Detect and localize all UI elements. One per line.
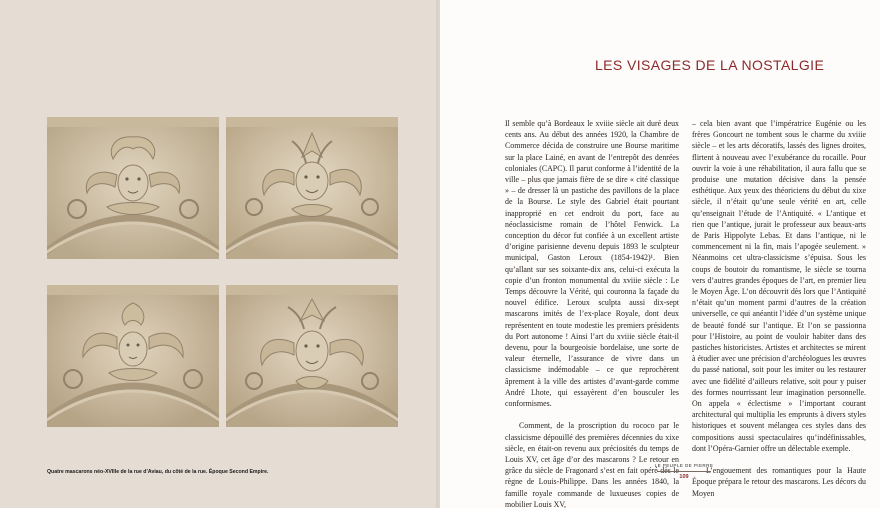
left-page: [0, 0, 440, 508]
mascaron-photo-top-right: [226, 117, 398, 259]
paragraph: Il semble qu’à Bordeaux le xviiie siècle ait duré deux cents ans. Au début des années 1920, la Chambre de Commerce décida de construire une Bourse maritime sur la place Lainé, en avant de l’entrepôt des denrées coloniales (CAPC). Il parut conforme à l’identité de la ville – plus que jamais fière de se dire « cité classique » – de dresser là un pastiche des pavillons de la place de la Bourse. Le style des Gabriel était pourtant inapproprié en cet endroit du port, face au néoclassicisme romain de l’hôtel Fenwick. La conception du décor fut confiée à un excellent artiste d’origine parisienne devenu depuis 1893 le sculpteur municipal, Gaston Leroux (1854-1942)¹. Bien qu’allant sur ses soixante-dix ans, celui-ci exécuta la copie d’un fronton monumental du xviiie siècle : Le Temps découvre la Vérité, qui couronna la façade du nouvel édifice. Leroux sculpta aussi dix-sept mascarons imités de l’ex-place Royale, dont deux représentent en toute modestie les premiers présidents du Port autonome ! Ainsi l’art du xviiie siècle était-il devenu, pour la bourgeoisie bordelaise, une sorte de valeur éternelle, l’assurance de vivre dans un classicisme indémodable – ce que reprochèrent âprement à la ville des artistes d’avant-garde comme André Lhote, qui essayèrent d’en bousculer les conformismes.: [505, 119, 679, 409]
photo-caption: Quatre mascarons néo-XVIIIe de la rue d’Aviau, du côté de la rue. Époque Second Empire.: [47, 469, 269, 475]
mascaron-sculpture-image: [47, 285, 219, 427]
page-footer: [654, 463, 714, 480]
mascaron-sculpture-image: [47, 117, 219, 259]
mascaron-photo-top-left: [47, 117, 219, 259]
page-number: 109: [679, 474, 689, 480]
mascaron-photo-bottom-left: [47, 285, 219, 427]
paragraph: – cela bien avant que l’impératrice Eugénie ou les frères Goncourt ne tombent sous le charme du xviiie siècle – et les arts décoratifs, lassés des lignes droites, flirtent à nouveau avec l’exubérance du rocaille. Pour ouvrir la voie à une réhabilitation, il aura fallu que se produise une mutation décisive dans la pensée esthétique. Aux yeux des théoriciens du début du xixe siècle, il n’était qu’une seule vérité en art, celle qu’enseignait l’étude de l’Antiquité. « L’antique et rien que l’antique, jurait le professeur aux beaux-arts de Paris Hippolyte Lebas. Et dans l’antique, ni le commencement ni la fin, mais l’apogée seulement. » Néanmoins cet ultra-classicisme s’épuisa. Sous les coups de boutoir du romantisme, le siècle se tourna vers d’autres grandes époques de l’art, en premier lieu le Moyen Âge. L’on découvrit dès lors que l’Antiquité n’était qu’un moment parmi d’autres de la création universelle, ce qui anéantit l’idée d’un système unique de beauté fondé sur l’antique. Et l’on se passionna pour l’Histoire, au point de vouloir habiter dans des pastiches historicistes. Artistes et architectes se mirent à étudier avec une précision d’archéologues les œuvres du passé national, soit pour les imiter ou les restaurer avec une fidélité d’ailleurs relative, soit pour y puiser des formes nourrissant leur imagination personnelle. On appela « éclectisme » l’important courant architectural qui multiplia les emprunts à divers styles historiques et souvent mélangea ces styles dans des compositions aussi spectaculaires qu’indéfinissables, dont l’Opéra-Garnier offre un délectable exemple.: [692, 119, 866, 453]
text-column-left: [505, 118, 679, 510]
footer-divider: [657, 471, 711, 472]
paragraph: L’engouement des romantiques pour la Haute Époque prépara le retour des mascarons. Les décors du Moyen: [692, 466, 866, 498]
running-footer-label: LE PEUPLE DE PIERRE: [654, 463, 714, 468]
mascaron-photo-bottom-right: [226, 285, 398, 427]
text-column-right: [692, 118, 866, 499]
mascaron-sculpture-image: [226, 285, 398, 427]
mascaron-sculpture-image: [226, 117, 398, 259]
paragraph: Comment, de la proscription du rococo par le classicisme dépouillé des premières décennies du xixe siècle, en était-on revenu aux préciosités du temps de Louis XV, cet âge d’or des mascarons ? Le retour en grâce du siècle de Fragonard s’est en fait opéré dès le règne de Louis-Philippe. Dans les années 1840, la famille royale commande de luxueuses copies de mobilier Louis XV,: [505, 421, 679, 509]
page-title: LES VISAGES DE LA NOSTALGIE: [595, 57, 825, 73]
